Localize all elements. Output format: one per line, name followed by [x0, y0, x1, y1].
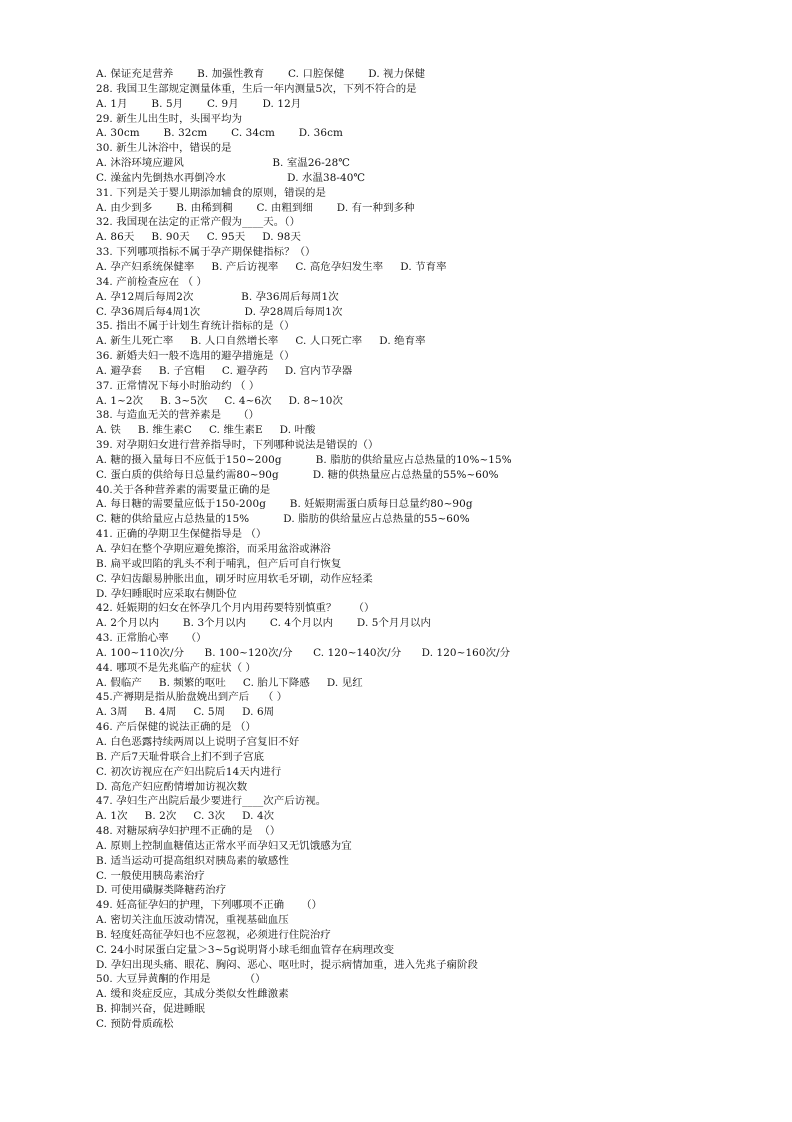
- question-line: 46. 产后保健的说法正确的是 （）: [96, 721, 257, 734]
- question-line: 38. 与造血无关的营养素是 （）: [96, 409, 260, 422]
- option-line: A. 沐浴环境应避风 B. 室温26-28℃: [96, 157, 351, 170]
- option-line: A. 1次 B. 2次 C. 3次 D. 4次: [96, 810, 275, 823]
- question-line: 35. 指出不属于计划生育统计指标的是（）: [96, 320, 295, 333]
- option-line: A. 100~110次/分 B. 100~120次/分 C. 120~140次/分 D. 120~160次/分: [96, 646, 511, 659]
- option-line: A. 30cm B. 32cm C. 34cm D. 36cm: [96, 127, 343, 140]
- option-line: A. 孕妇在整个孕期应避免擦浴，而采用盆浴或淋浴: [96, 543, 331, 555]
- option-line: A. 1月 B. 5月 C. 9月 D. 12月: [96, 97, 302, 110]
- option-line: D. 高危产妇应酌情增加访视次数: [96, 780, 248, 793]
- option-line: A. 铁 B. 维生素C C. 维生素E D. 叶酸: [96, 424, 316, 437]
- question-line: 48. 对糖尿病孕妇护理不正确的是 （）: [96, 825, 281, 838]
- option-line: C. 预防骨质疏松: [96, 1018, 174, 1030]
- option-line: A. 白色恶露持续两周以上说明子宫复旧不好: [96, 735, 300, 748]
- question-line: 37. 正常情况下每小时胎动约 （ ）: [96, 379, 260, 392]
- option-line: A. 1~2次 B. 3~5次 C. 4~6次 D. 8~10次: [96, 394, 343, 407]
- exam-page: [96, 67, 736, 1032]
- option-line: C. 糖的供给量应占总热量的15% D. 脂肪的供给量应占总热量的55~60%: [96, 513, 470, 526]
- question-line: 45.产褥期是指从胎盘娩出到产后 （ ）: [96, 691, 288, 704]
- question-line: 41. 正确的孕期卫生保健指导是 （）: [96, 528, 267, 541]
- option-line: A. 3周 B. 4周 C. 5周 D. 6周: [96, 706, 275, 719]
- option-line: A. 86天 B. 90天 C. 95天 D. 98天: [96, 231, 301, 244]
- question-line: 30. 新生儿沐浴中，错误的是: [96, 142, 232, 155]
- option-line: B. 轻度妊高征孕妇也不应忽视，必须进行住院治疗: [96, 928, 331, 941]
- option-line: A. 避孕套 B. 子宫帽 C. 避孕药 D. 宫内节孕器: [96, 364, 353, 377]
- question-line: 29. 新生儿出生时，头围平均为: [96, 112, 243, 125]
- question-line: 39. 对孕期妇女进行营养指导时，下列哪种说法是错误的（）: [96, 439, 379, 452]
- option-line: B. 适当运动可提高组织对胰岛素的敏感性: [96, 854, 289, 867]
- option-line: B. 产后7天耻骨联合上扪不到子宫底: [96, 750, 265, 763]
- question-line: 44. 哪项不是先兆临产的症状（ ）: [96, 661, 257, 674]
- option-line: A. 由少到多 B. 由稀到稠 C. 由粗到细 D. 有一种到多种: [96, 201, 415, 214]
- question-line: 32. 我国现在法定的正常产假为____天。（）: [96, 216, 301, 229]
- question-line: 36. 新婚夫妇一般不选用的避孕措施是（）: [96, 350, 295, 363]
- question-line: 50. 大豆异黄酮的作用是 （）: [96, 973, 266, 986]
- option-line: D. 孕妇睡眠时应采取右侧卧位: [96, 587, 237, 600]
- option-line: A. 保证充足营养 B. 加强性教育 C. 口腔保健 D. 视力保健: [96, 68, 426, 80]
- question-line: 34. 产前检查应在 （ ）: [96, 275, 207, 288]
- question-line: 43. 正常胎心率 （）: [96, 632, 207, 645]
- option-line: C. 孕妇齿龈易肿胀出血，刷牙时应用软毛牙刷，动作应轻柔: [96, 572, 373, 585]
- option-line: A. 孕产妇系统保健率 B. 产后访视率 C. 高危孕妇发生率 D. 节育率: [96, 260, 447, 273]
- option-line: A. 缓和炎症反应，其成分类似女性雌激素: [96, 988, 289, 1001]
- option-line: A. 新生儿死亡率 B. 人口自然增长率 C. 人口死亡率 D. 绝育率: [96, 335, 426, 348]
- question-line: 42. 妊娠期的妇女在怀孕几个月内用药要特别慎重？ （）: [96, 602, 375, 615]
- question-line: 28. 我国卫生部规定测量体重，生后一年内测量5次，下列不符合的是: [96, 82, 417, 95]
- option-line: A. 2个月以内 B. 3个月以内 C. 4个月以内 D. 5个月月以内: [96, 617, 431, 630]
- option-line: A. 假临产 B. 频繁的呕吐 C. 胎儿下降感 D. 见红: [96, 676, 363, 689]
- question-line: 40.关于各种营养素的需要量正确的是: [96, 483, 271, 496]
- option-line: D. 可使用磺脲类降糖药治疗: [96, 884, 227, 897]
- question-line: 31. 下列是关于婴儿期添加辅食的原则，错误的是: [96, 186, 327, 199]
- option-line: A. 原则上控制血糖值达正常水平而孕妇又无饥饿感为宜: [96, 839, 352, 852]
- option-line: C. 一般使用胰岛素治疗: [96, 869, 205, 882]
- option-line: D. 孕妇出现头痛、眼花、胸闷、恶心、呕吐时，提示病情加重，进入先兆子痫阶段: [96, 958, 479, 971]
- option-line: C. 24小时尿蛋白定量＞3~5g说明肾小球毛细血管存在病理改变: [96, 943, 395, 956]
- option-line: A. 每日糖的需要量应低于150-200g B. 妊娠期需蛋白质每日总量约80~90g: [96, 498, 473, 511]
- option-line: C. 孕36周后每4周1次 D. 孕28周后每周1次: [96, 305, 343, 318]
- option-line: C. 蛋白质的供给每日总量约需80~90g D. 糖的供热量应占总热量的55%~60%: [96, 468, 499, 481]
- option-line: A. 密切关注血压波动情况，重视基础血压: [96, 914, 289, 927]
- option-line: C. 初次访视应在产妇出院后14天内进行: [96, 765, 282, 778]
- option-line: B. 抑制兴奋，促进睡眠: [96, 1003, 205, 1016]
- option-line: A. 孕12周后每周2次 B. 孕36周后每周1次: [96, 290, 339, 303]
- option-line: C. 澡盆内先倒热水再倒冷水 D. 水温38-40℃: [96, 171, 366, 184]
- question-line: 33. 下列哪项指标不属于孕产期保健指标？（）: [96, 246, 316, 259]
- question-line: 47. 孕妇生产出院后最少要进行____次产后访视。: [96, 795, 327, 808]
- option-line: A. 糖的摄入量每日不应低于150~200g B. 脂肪的供给量应占总热量的10%~15%: [96, 453, 512, 466]
- option-line: B. 扁平或凹陷的乳头不利于哺乳，但产后可自行恢复: [96, 557, 342, 570]
- question-line: 49. 妊高征孕妇的护理，下列哪项不正确 （）: [96, 899, 323, 912]
